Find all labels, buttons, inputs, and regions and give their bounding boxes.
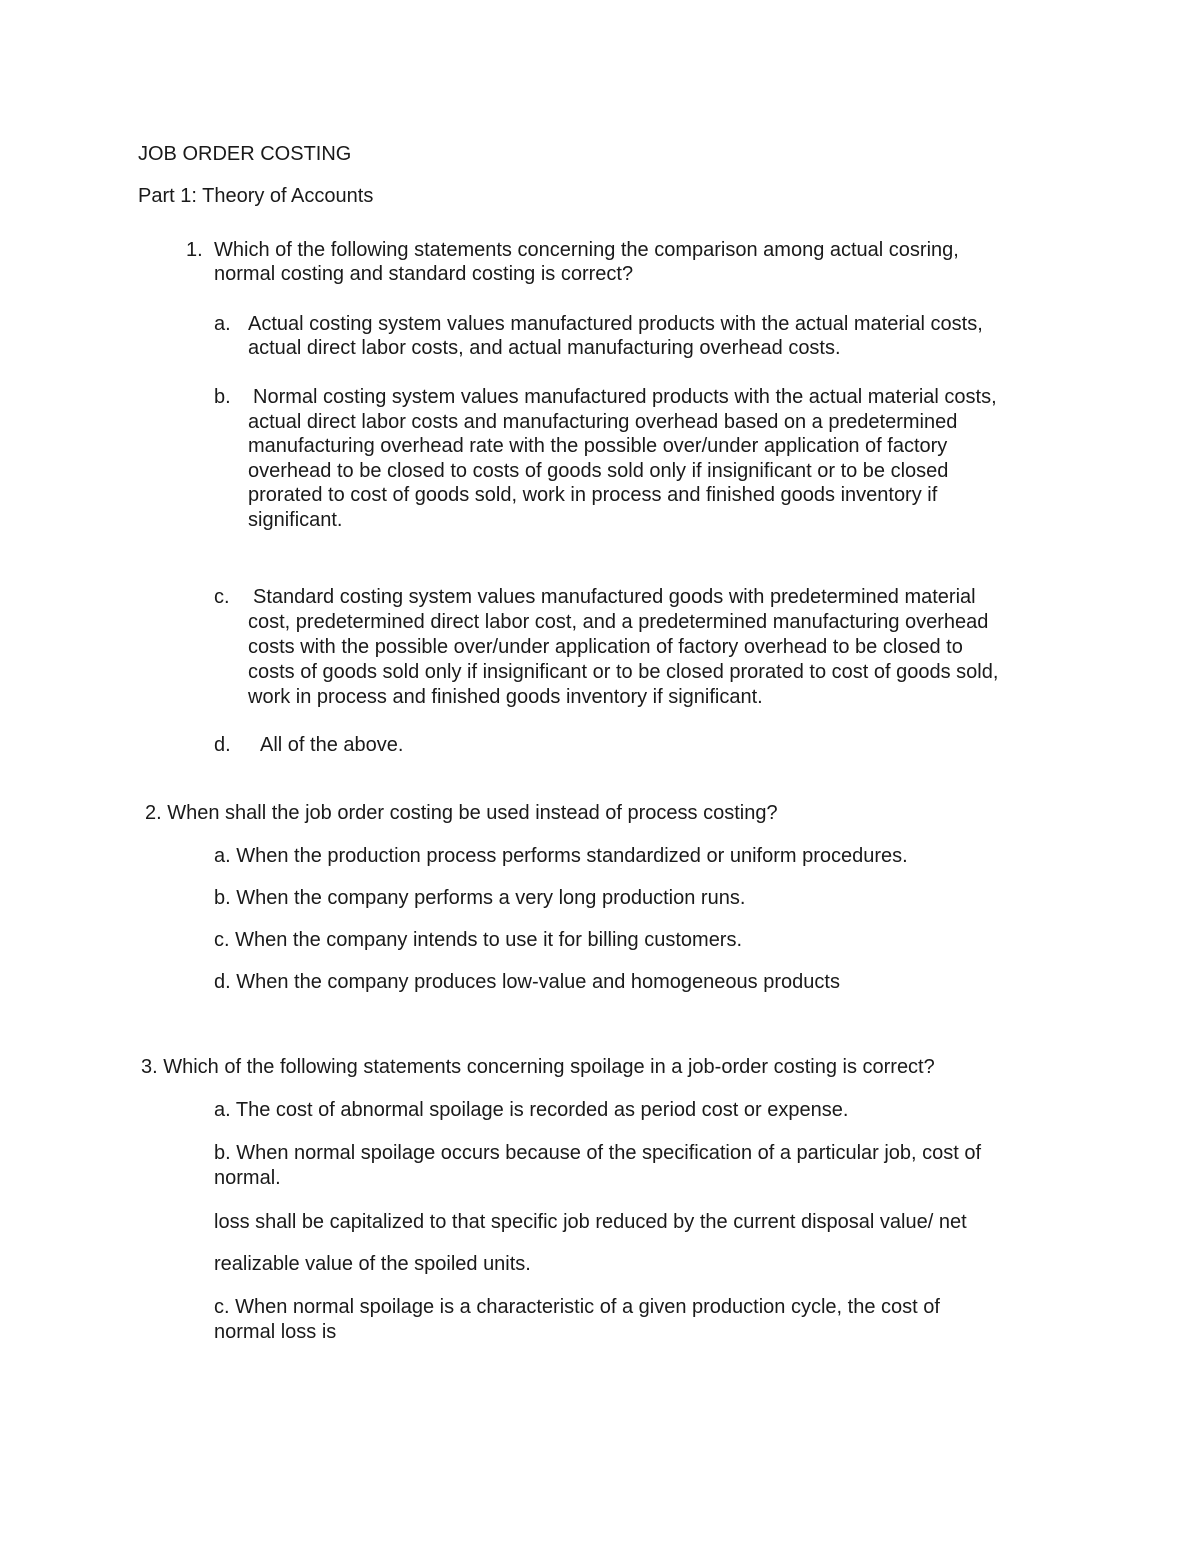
q3-option-a: a. The cost of abnormal spoilage is recorded as period cost or expense. xyxy=(214,1099,849,1121)
question-1-stem-line: normal costing and standard costing is correct? xyxy=(214,263,634,285)
question-3-stem: 3. Which of the following statements concerning spoilage in a job-order costing is correct? xyxy=(141,1056,935,1078)
q3-option-b-continuation: realizable value of the spoiled units. xyxy=(214,1253,531,1275)
q2-option-c: c. When the company intends to use it for billing customers. xyxy=(214,929,743,951)
question-2-stem: 2. When shall the job order costing be used instead of process costing? xyxy=(145,802,778,824)
q2-option-d: d. When the company produces low-value and homogeneous products xyxy=(214,971,840,993)
q3-option-c-line: normal loss is xyxy=(214,1321,337,1343)
q1-option-c-line: cost, predetermined direct labor cost, and a predetermined manufacturing overhead xyxy=(248,611,989,633)
q1-option-d-text: All of the above. xyxy=(260,734,404,756)
q1-option-b-line: prorated to cost of goods sold, work in process and finished goods inventory if xyxy=(248,484,938,506)
q1-option-b-marker: b. xyxy=(214,386,231,408)
q1-option-a-line: Actual costing system values manufactured products with the actual material costs, xyxy=(248,313,983,335)
q1-option-d-marker: d. xyxy=(214,734,231,756)
q3-option-c-line: c. When normal spoilage is a characteristic of a given production cycle, the cost of xyxy=(214,1296,940,1318)
question-1-stem-line: Which of the following statements concerning the comparison among actual cosring, xyxy=(214,239,959,261)
q1-option-b-line: manufacturing overhead rate with the possible over/under application of factory xyxy=(248,435,948,457)
question-1-number: 1. xyxy=(186,239,203,261)
q3-option-b-continuation: loss shall be capitalized to that specific job reduced by the current disposal value/ net xyxy=(214,1211,967,1233)
q1-option-a-marker: a. xyxy=(214,313,231,335)
q1-option-a-line: actual direct labor costs, and actual manufacturing overhead costs. xyxy=(248,337,841,359)
q2-option-a: a. When the production process performs standardized or uniform procedures. xyxy=(214,845,908,867)
q1-option-b-line: significant. xyxy=(248,509,343,531)
q1-option-c-marker: c. xyxy=(214,586,230,608)
q1-option-c-line: costs with the possible over/under application of factory overhead to be closed to xyxy=(248,636,963,658)
document-title: JOB ORDER COSTING xyxy=(138,143,352,165)
part-heading: Part 1: Theory of Accounts xyxy=(138,185,374,207)
q1-option-c-line: work in process and finished goods inventory if significant. xyxy=(248,686,763,708)
q3-option-b-line: b. When normal spoilage occurs because of the specification of a particular job, cost of xyxy=(214,1142,982,1164)
q1-option-b-line: actual direct labor costs and manufacturing overhead based on a predetermined xyxy=(248,411,958,433)
q1-option-b-line: Normal costing system values manufactured products with the actual material costs, xyxy=(253,386,997,408)
q2-option-b: b. When the company performs a very long production runs. xyxy=(214,887,746,909)
q3-option-b-line: normal. xyxy=(214,1167,281,1189)
q1-option-b-line: overhead to be closed to costs of goods sold only if insignificant or to be closed xyxy=(248,460,949,482)
q1-option-c-line: Standard costing system values manufactured goods with predetermined material xyxy=(253,586,976,608)
q1-option-c-line: costs of goods sold only if insignificant or to be closed prorated to cost of goods sold, xyxy=(248,661,999,683)
